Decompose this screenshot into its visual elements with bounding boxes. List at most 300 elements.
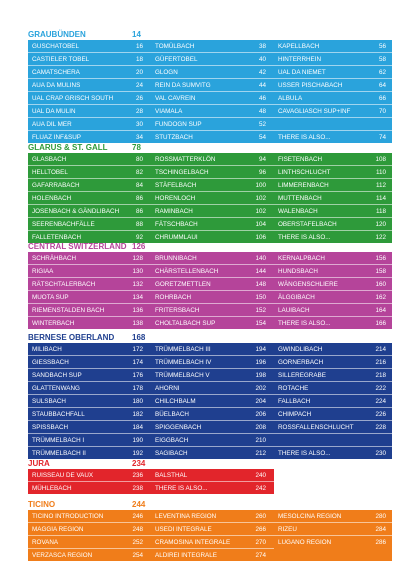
column-2 (151, 40, 274, 143)
entry-page: 206 (255, 411, 266, 418)
toc-entry[interactable] (151, 536, 274, 549)
entry-name: VERZASCA REGION (32, 552, 93, 559)
toc-entry[interactable] (151, 131, 274, 143)
region-page-number: 234 (132, 459, 146, 468)
entry-page: 122 (375, 234, 386, 241)
toc-entry[interactable] (151, 356, 274, 369)
entry-page: 46 (258, 95, 266, 102)
entry-page: 104 (255, 221, 266, 228)
toc-entry[interactable] (28, 205, 151, 218)
toc-entry[interactable] (151, 53, 274, 66)
toc-entry[interactable] (151, 92, 274, 105)
toc-entry[interactable] (151, 434, 274, 447)
toc-entry[interactable] (151, 265, 274, 278)
entry-name: AHORNI (155, 385, 180, 392)
entry-page: 38 (258, 43, 266, 50)
column-1 (28, 40, 151, 143)
entry-name: REIN DA SUMVITG (155, 82, 211, 89)
entry-page: 176 (132, 372, 143, 379)
toc-entry[interactable] (28, 482, 151, 494)
entry-page: 110 (375, 169, 386, 176)
entry-page: 44 (258, 82, 266, 89)
entry-name: BALSTHAL (155, 472, 188, 479)
toc-entry[interactable] (151, 252, 274, 265)
entry-page: 30 (135, 121, 143, 128)
toc-entry[interactable] (151, 549, 274, 561)
entry-name: MUTTENBACH (278, 195, 322, 202)
entry-name: TRÜMMELBACH III (155, 346, 211, 353)
entry-name: JOSENBACH & GÄNDLIBACH (32, 208, 120, 215)
entry-name: ALDIREI INTEGRALE (155, 552, 217, 559)
entry-name: CHILCHBALM (155, 398, 196, 405)
section-ticino (28, 500, 392, 561)
entry-name: LEVENTINA REGION (155, 513, 217, 520)
toc-entry[interactable] (28, 179, 151, 192)
toc-entry[interactable] (28, 304, 151, 317)
entry-page: 212 (255, 450, 266, 457)
region-title: BERNESE OBERLAND (28, 333, 115, 342)
toc-entry[interactable] (151, 382, 274, 395)
entry-name: RUISSEAU DE VAUX (32, 472, 94, 479)
entry-page: 102 (255, 208, 266, 215)
toc-entry[interactable] (28, 549, 151, 561)
toc-entry[interactable] (151, 105, 274, 118)
region-header (28, 333, 392, 342)
entry-name: USEDI INTEGRALE (155, 526, 212, 533)
entry-page: 82 (135, 169, 143, 176)
entry-name: SPIGGENBACH (155, 424, 202, 431)
entry-name: TRÜMMELBACH I (32, 437, 85, 444)
empty-row (274, 548, 392, 560)
entry-name: ROTACHE (278, 385, 309, 392)
entry-page: 132 (132, 281, 143, 288)
entry-page: 42 (258, 69, 266, 76)
entry-page: 70 (378, 108, 386, 115)
entry-name: HOLENBACH (32, 195, 72, 202)
toc-entry[interactable] (151, 66, 274, 79)
entry-page: 148 (255, 281, 266, 288)
toc-entry[interactable] (151, 421, 274, 434)
toc-entry[interactable] (28, 278, 151, 291)
entry-name: SULSBACH (32, 398, 66, 405)
region-title: JURA (28, 459, 50, 468)
entry-name: CRAMOSINA INTEGRALE (155, 539, 231, 546)
entry-page: 164 (375, 307, 386, 314)
toc-entry[interactable] (28, 356, 151, 369)
entry-page: 274 (255, 552, 266, 559)
entry-page: 24 (135, 82, 143, 89)
toc-entry[interactable] (151, 343, 274, 356)
entry-name: TOMÜLBACH (155, 43, 195, 50)
entry-page: 248 (132, 526, 143, 533)
entry-page: 224 (375, 398, 386, 405)
toc-entry[interactable] (274, 523, 392, 536)
toc-entry[interactable] (28, 469, 151, 482)
entry-name: LINTHSCHLUCHT (278, 169, 331, 176)
entry-page: 64 (378, 82, 386, 89)
toc-entry[interactable] (274, 166, 392, 179)
entry-page: 130 (132, 268, 143, 275)
entry-page: 48 (258, 108, 266, 115)
toc-entry[interactable] (274, 395, 392, 408)
entry-name: ALBULA (278, 95, 303, 102)
entry-name: ÄLGGIBACH (278, 294, 315, 301)
column-1 (28, 510, 151, 561)
toc-entry[interactable] (274, 118, 392, 131)
entry-name: USSER PISCHABACH (278, 82, 343, 89)
entry-page: 92 (135, 234, 143, 241)
entry-page: 230 (375, 450, 386, 457)
entry-name: GLOGN (155, 69, 178, 76)
entry-name: HORENLOCH (155, 195, 196, 202)
toc-entry[interactable] (274, 105, 392, 118)
entry-page: 270 (255, 539, 266, 546)
entry-name: MESOLCINA REGION (278, 513, 342, 520)
entry-name: HUNDSBACH (278, 268, 318, 275)
toc-entry[interactable] (274, 369, 392, 382)
entry-name: FUNDOGN SUP (155, 121, 202, 128)
toc-entry[interactable] (28, 53, 151, 66)
toc-entry[interactable] (274, 265, 392, 278)
region-title: CENTRAL SWITZERLAND (28, 242, 127, 251)
entry-name: FRITERSBACH (155, 307, 200, 314)
toc-entry[interactable] (28, 105, 151, 118)
toc-entry[interactable] (28, 40, 151, 53)
toc-entry[interactable] (28, 408, 151, 421)
toc-entry[interactable] (151, 291, 274, 304)
entry-page: 216 (375, 359, 386, 366)
entry-page: 214 (375, 346, 386, 353)
entry-name: BÜELBACH (155, 411, 189, 418)
entry-page: 80 (135, 156, 143, 163)
entry-name: THERE IS ALSO... (278, 134, 331, 141)
toc-entry[interactable] (274, 53, 392, 66)
entry-page: 240 (255, 472, 266, 479)
toc-entry[interactable] (274, 304, 392, 317)
entry-page: 84 (135, 182, 143, 189)
entry-page: 66 (378, 95, 386, 102)
toc-entry[interactable] (28, 118, 151, 131)
entry-name: GORETZMETTLEN (155, 281, 211, 288)
section-bernese (28, 333, 392, 459)
toc-entry[interactable] (151, 482, 274, 494)
toc-entry[interactable] (28, 153, 151, 166)
toc-entry[interactable] (274, 92, 392, 105)
toc-entry[interactable] (274, 356, 392, 369)
toc-entry[interactable] (274, 510, 392, 523)
toc-entry[interactable] (274, 252, 392, 265)
toc-entry[interactable] (151, 79, 274, 92)
toc-entry[interactable] (28, 343, 151, 356)
region-header (28, 500, 392, 509)
entry-name: CHÄRSTELLENBACH (155, 268, 219, 275)
entry-page: 58 (378, 56, 386, 63)
entry-page: 134 (132, 294, 143, 301)
entry-name: MÜHLEBACH (32, 485, 72, 492)
entry-page: 204 (255, 398, 266, 405)
region-list (28, 343, 392, 459)
entry-name: TRÜMMELBACH V (155, 372, 210, 379)
toc-entry[interactable] (28, 252, 151, 265)
entry-page: 222 (375, 385, 386, 392)
entry-page: 74 (378, 134, 386, 141)
toc-entry[interactable] (151, 40, 274, 53)
toc-entry[interactable] (274, 278, 392, 291)
entry-page: 238 (132, 485, 143, 492)
entry-name: MILIBACH (32, 346, 62, 353)
entry-name: WINTERBACH (32, 320, 75, 327)
column-3 (274, 252, 392, 329)
entry-name: TSCHINGELBACH (155, 169, 209, 176)
toc-entry[interactable] (274, 536, 392, 548)
entry-name: SILLEREGRABE (278, 372, 326, 379)
entry-name: OBERSTAFELBACH (278, 221, 337, 228)
region-title: GLARUS & ST. GALL (28, 143, 108, 152)
entry-page: 150 (255, 294, 266, 301)
toc-entry[interactable] (28, 395, 151, 408)
region-list (28, 252, 392, 329)
entry-name: HINTERRHEIN (278, 56, 322, 63)
entry-page: 158 (375, 268, 386, 275)
entry-page: 162 (375, 294, 386, 301)
entry-name: LIMMERENBACH (278, 182, 329, 189)
entry-page: 242 (255, 485, 266, 492)
entry-page: 56 (378, 43, 386, 50)
entry-page: 156 (375, 255, 386, 262)
entry-name: SEERENBACHFÄLLE (32, 221, 95, 228)
column-3 (274, 469, 392, 494)
toc-entry[interactable] (274, 40, 392, 53)
toc-entry[interactable] (274, 179, 392, 192)
toc-entry[interactable] (28, 536, 151, 549)
entry-page: 140 (255, 255, 266, 262)
column-2 (151, 343, 274, 459)
entry-name: WÄNGENSCHLIERE (278, 281, 338, 288)
toc-entry[interactable] (28, 218, 151, 231)
entry-page: 252 (132, 539, 143, 546)
entry-name: STAUBBACHFALL (32, 411, 85, 418)
toc-entry[interactable] (151, 408, 274, 421)
entry-page: 34 (135, 134, 143, 141)
toc-entry[interactable] (28, 131, 151, 143)
toc-entry[interactable] (151, 369, 274, 382)
region-list (28, 510, 392, 561)
toc-entry[interactable] (274, 343, 392, 356)
entry-page: 20 (135, 69, 143, 76)
entry-page: 96 (258, 169, 266, 176)
region-header (28, 242, 392, 251)
entry-page: 118 (375, 208, 386, 215)
entry-page: 184 (132, 424, 143, 431)
entry-page: 94 (258, 156, 266, 163)
toc-entry[interactable] (28, 79, 151, 92)
entry-name: ROSSMATTERKLÖN (155, 156, 216, 163)
region-header (28, 459, 392, 468)
toc-entry[interactable] (151, 179, 274, 192)
entry-name: ROHRBACH (155, 294, 192, 301)
toc-entry[interactable] (274, 131, 392, 143)
toc-entry[interactable] (151, 395, 274, 408)
entry-name: RIEMENSTALDEN BACH (32, 307, 105, 314)
entry-page: 180 (132, 398, 143, 405)
entry-page: 62 (378, 69, 386, 76)
toc-entry[interactable] (28, 317, 151, 329)
toc-entry[interactable] (151, 118, 274, 131)
entry-name: RAMINBACH (155, 208, 193, 215)
toc-entry[interactable] (274, 153, 392, 166)
toc-entry[interactable] (28, 166, 151, 179)
entry-page: 86 (135, 195, 143, 202)
toc-entry[interactable] (28, 382, 151, 395)
toc-entry[interactable] (274, 317, 392, 329)
entry-name: MUOTA SUP (32, 294, 69, 301)
toc-entry[interactable] (151, 153, 274, 166)
section-central (28, 242, 392, 329)
toc-entry[interactable] (151, 304, 274, 317)
toc-entry[interactable] (28, 192, 151, 205)
column-1 (28, 252, 151, 329)
column-2 (151, 469, 274, 494)
column-1 (28, 343, 151, 459)
toc-entry[interactable] (28, 510, 151, 523)
entry-name: SCHRÄHBACH (32, 255, 77, 262)
toc-entry[interactable] (28, 447, 151, 459)
entry-name: FLUAZ INF&SUP (32, 134, 81, 141)
toc-entry[interactable] (151, 205, 274, 218)
entry-name: GUSCHATOBEL (32, 43, 80, 50)
entry-name: RÄTSCHTALERBACH (32, 281, 96, 288)
column-3 (274, 343, 392, 459)
toc-entry[interactable] (274, 192, 392, 205)
toc-entry[interactable] (151, 192, 274, 205)
toc-entry[interactable] (274, 66, 392, 79)
entry-page: 260 (255, 513, 266, 520)
entry-name: TRÜMMELBACH IV (155, 359, 212, 366)
entry-page: 246 (132, 513, 143, 520)
entry-name: TICINO INTRODUCTION (32, 513, 104, 520)
entry-page: 178 (132, 385, 143, 392)
toc-entry[interactable] (28, 523, 151, 536)
region-page-number: 78 (132, 143, 141, 152)
entry-page: 208 (255, 424, 266, 431)
entry-name: SANDBACH SUP (32, 372, 82, 379)
entry-page: 152 (255, 307, 266, 314)
region-page-number: 244 (132, 500, 146, 509)
toc-entry[interactable] (151, 523, 274, 536)
toc-entry[interactable] (274, 291, 392, 304)
column-1 (28, 469, 151, 494)
toc-entry[interactable] (151, 166, 274, 179)
entry-name: CHIMPACH (278, 411, 312, 418)
region-list (28, 469, 392, 494)
toc-entry[interactable] (274, 218, 392, 231)
entry-name: GAFARRABACH (32, 182, 80, 189)
toc-entry[interactable] (28, 265, 151, 278)
toc-entry[interactable] (151, 469, 274, 482)
entry-name: GÜFERTOBEL (155, 56, 198, 63)
toc-entry[interactable] (151, 317, 274, 329)
entry-name: THERE IS ALSO... (278, 234, 331, 241)
entry-page: 54 (258, 134, 266, 141)
toc-entry[interactable] (28, 66, 151, 79)
entry-name: LAUIBACH (278, 307, 310, 314)
toc-entry[interactable] (274, 205, 392, 218)
toc-entry[interactable] (28, 369, 151, 382)
toc-entry[interactable] (274, 421, 392, 434)
toc-entry[interactable] (151, 218, 274, 231)
entry-name: GLATTENWANG (32, 385, 80, 392)
entry-page: 280 (375, 513, 386, 520)
entry-page: 286 (375, 539, 386, 546)
entry-name: HELLTOBEL (32, 169, 68, 176)
entry-name: AUA DIL MER (32, 121, 72, 128)
entry-page: 108 (375, 156, 386, 163)
toc-entry[interactable] (28, 291, 151, 304)
toc-entry[interactable] (274, 408, 392, 421)
toc-entry[interactable] (274, 434, 392, 447)
entry-name: THERE IS ALSO... (278, 450, 331, 457)
entry-name: STÄFELBACH (155, 182, 197, 189)
toc-entry[interactable] (28, 421, 151, 434)
toc-entry[interactable] (274, 447, 392, 459)
entry-name: THERE IS ALSO... (278, 320, 331, 327)
entry-name: CASTIELER TOBEL (32, 56, 90, 63)
toc-entry[interactable] (28, 92, 151, 105)
entry-page: 202 (255, 385, 266, 392)
entry-name: TRÜMMELBACH II (32, 450, 86, 457)
entry-page: 102 (255, 195, 266, 202)
entry-name: BRUNNIBACH (155, 255, 197, 262)
entry-name: UAL DA MULIN (32, 108, 76, 115)
entry-page: 144 (255, 268, 266, 275)
entry-name: ROSSFALLENSCHLUCHT (278, 424, 354, 431)
column-2 (151, 153, 274, 243)
entry-name: STUTZBACH (155, 134, 193, 141)
entry-page: 190 (132, 437, 143, 444)
toc-entry[interactable] (151, 278, 274, 291)
entry-page: 100 (255, 182, 266, 189)
entry-name: UAL CRAP GRISCH SOUTH (32, 95, 114, 102)
entry-page: 284 (375, 526, 386, 533)
region-title: TICINO (28, 500, 56, 509)
toc-entry[interactable] (274, 79, 392, 92)
entry-page: 112 (375, 182, 386, 189)
entry-page: 26 (135, 95, 143, 102)
column-1 (28, 153, 151, 243)
entry-page: 114 (375, 195, 386, 202)
toc-entry[interactable] (151, 447, 274, 459)
entry-name: GWINDLIBACH (278, 346, 323, 353)
entry-name: SAGIBACH (155, 450, 188, 457)
entry-page: 52 (258, 121, 266, 128)
toc-entry[interactable] (274, 382, 392, 395)
entry-page: 236 (132, 472, 143, 479)
entry-page: 192 (132, 450, 143, 457)
toc-entry[interactable] (28, 434, 151, 447)
entry-name: VIAMALA (155, 108, 183, 115)
entry-page: 174 (132, 359, 143, 366)
column-3 (274, 510, 392, 561)
entry-name: RIZEU (278, 526, 297, 533)
entry-name: FALLBACH (278, 398, 311, 405)
entry-page: 218 (375, 372, 386, 379)
entry-name: RIGIAA (32, 268, 54, 275)
entry-name: CHRUMMLAUI (155, 234, 198, 241)
entry-page: 226 (375, 411, 386, 418)
entry-name: EIGGBACH (155, 437, 189, 444)
region-header (28, 30, 392, 39)
toc-entry[interactable] (151, 510, 274, 523)
